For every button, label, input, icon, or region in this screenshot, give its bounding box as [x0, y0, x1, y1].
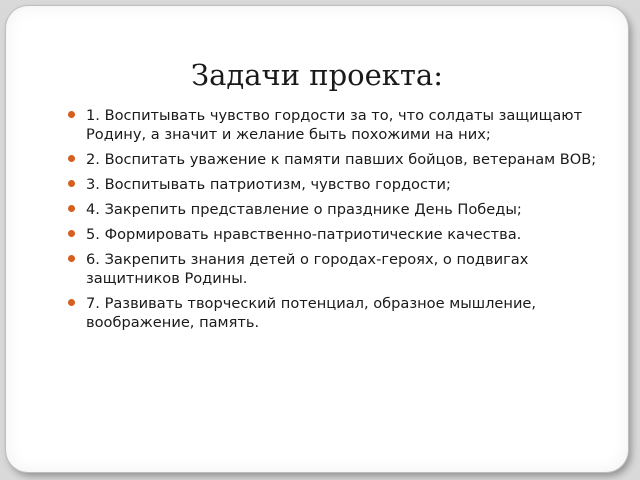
- bullet-icon: [68, 155, 75, 162]
- slide-title: Задачи проекта:: [191, 58, 443, 92]
- list-item-text: 2. Воспитать уважение к памяти павших бойцов, ветеранам ВОВ;: [86, 151, 597, 168]
- task-list: [68, 106, 608, 338]
- bullet-icon: [68, 299, 75, 306]
- list-item: [68, 200, 608, 219]
- bullet-icon: [68, 111, 75, 118]
- list-item-text: 7. Развивать творческий потенциал, образное мышление, воображение, память.: [86, 295, 537, 331]
- list-item-text: 6. Закрепить знания детей о городах-героях, о подвигах защитников Родины.: [86, 251, 529, 287]
- bullet-icon: [68, 255, 75, 262]
- bullet-icon: [68, 180, 75, 187]
- slide: [6, 6, 628, 472]
- bullet-icon: [68, 230, 75, 237]
- list-item: [68, 225, 608, 244]
- list-item: [68, 150, 608, 169]
- list-item: [68, 250, 608, 288]
- list-item: [68, 175, 608, 194]
- list-item-text: 5. Формировать нравственно-патриотические качества.: [86, 226, 522, 243]
- bullet-icon: [68, 205, 75, 212]
- list-item: [68, 294, 608, 332]
- list-item-text: 3. Воспитывать патриотизм, чувство гордости;: [86, 176, 451, 193]
- list-item-text: 1. Воспитывать чувство гордости за то, что солдаты защищают Родину, а значит и желание быть похожими на них;: [86, 107, 583, 143]
- list-item-text: 4. Закрепить представление о празднике День Победы;: [86, 201, 522, 218]
- list-item: [68, 106, 608, 144]
